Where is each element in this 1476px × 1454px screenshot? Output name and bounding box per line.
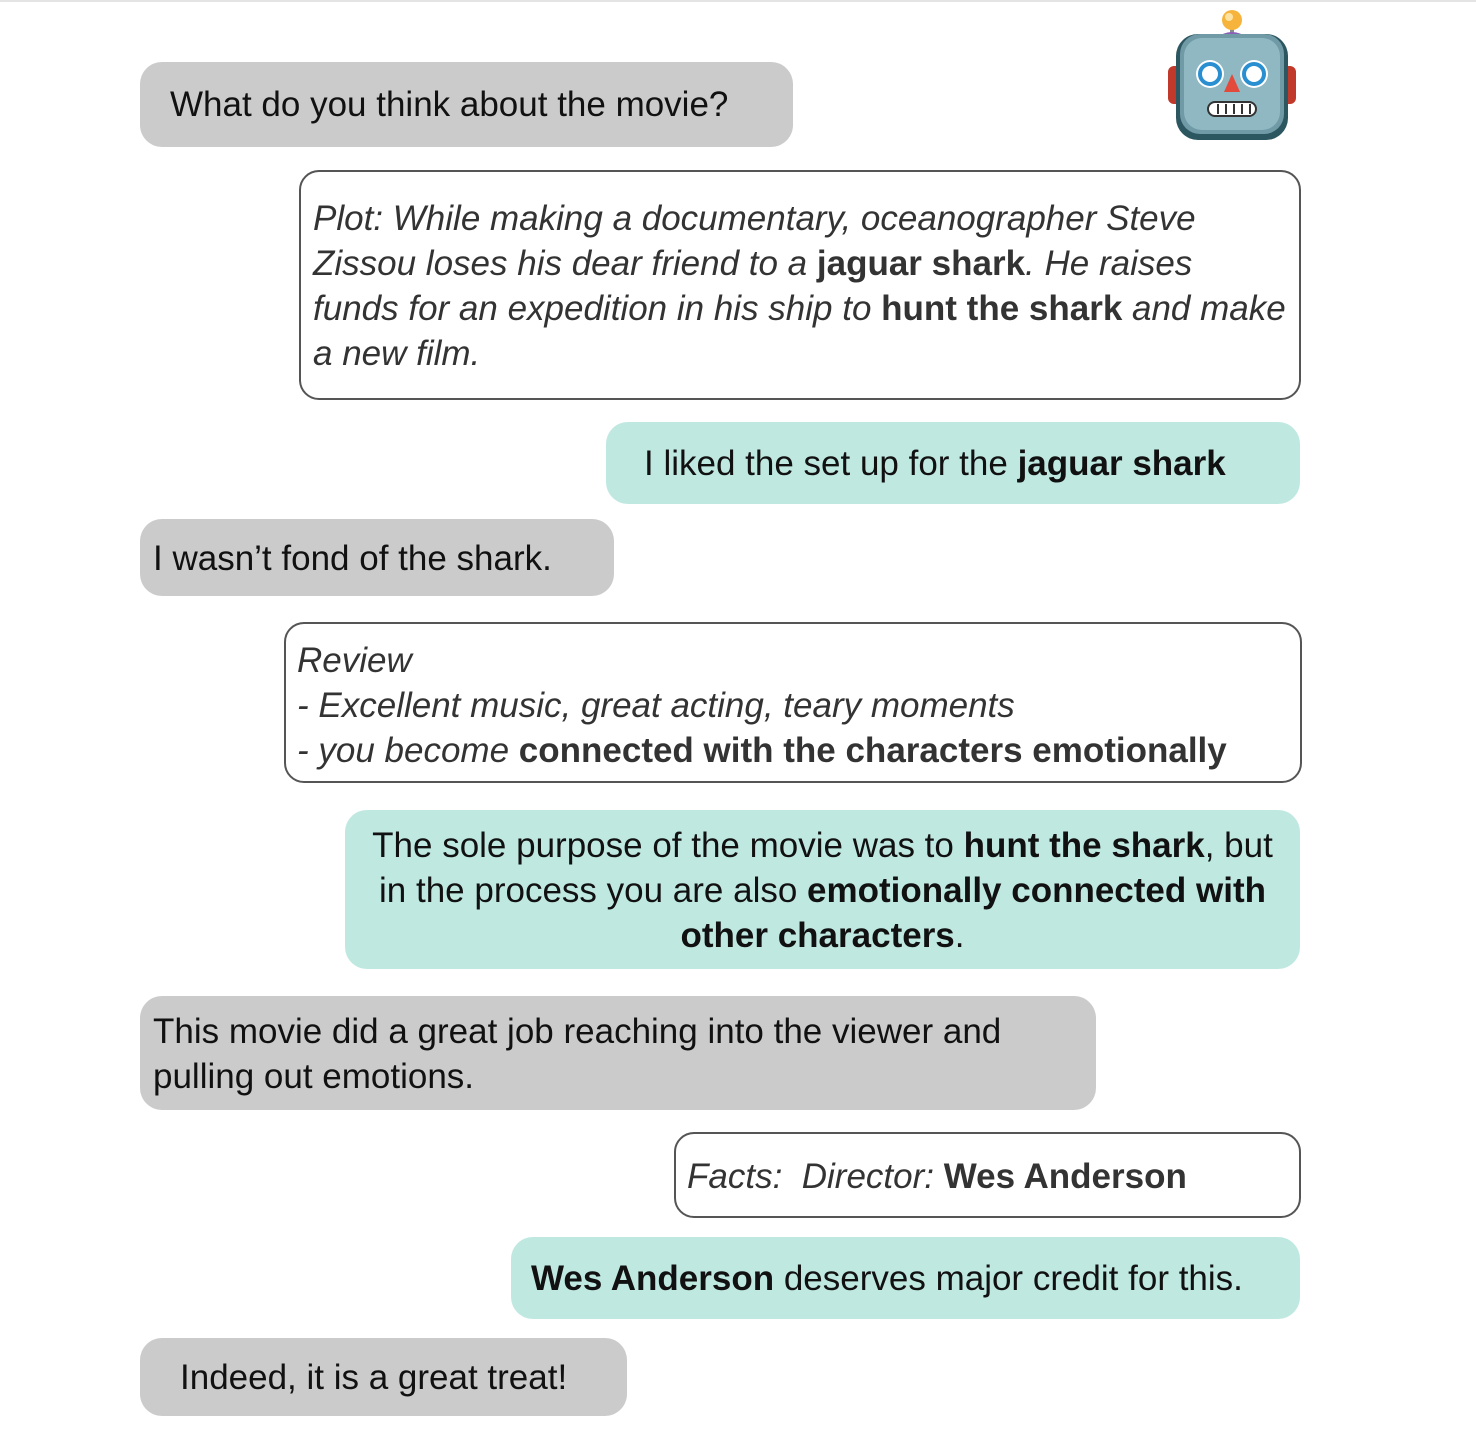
- highlight: Wes Anderson: [531, 1259, 775, 1298]
- knowledge-label: Plot:: [313, 199, 384, 238]
- message-text: , but in the process you are also: [379, 826, 1273, 910]
- review-knowledge-box: [284, 622, 1302, 783]
- knowledge-text: - you become: [297, 731, 519, 770]
- knowledge-text: and make a new film.: [313, 289, 1286, 373]
- message-text: Indeed, it is a great treat!: [180, 1358, 568, 1397]
- highlight: hunt the shark: [963, 826, 1205, 865]
- highlight: emotionally connected with other characters: [680, 871, 1266, 955]
- highlight: Wes Anderson: [943, 1157, 1187, 1196]
- message-text: I liked the set up for the: [644, 444, 1018, 483]
- facts-knowledge-box: [674, 1132, 1301, 1218]
- user-message: [140, 1338, 627, 1416]
- highlight: connected with the characters emotionally: [518, 731, 1227, 770]
- message-text: I wasn’t fond of the shark.: [153, 539, 552, 578]
- highlight: jaguar shark: [1017, 444, 1226, 483]
- plot-knowledge-box: [299, 170, 1301, 400]
- knowledge-text: While making a documentary, oceanographer Steve Zissou loses his dear friend to a: [313, 199, 1196, 283]
- message-text: The sole purpose of the movie was to: [372, 826, 964, 865]
- highlight: hunt the shark: [881, 289, 1123, 328]
- bot-message: [345, 810, 1300, 969]
- knowledge-label: Review: [297, 641, 412, 680]
- bot-message: [511, 1237, 1300, 1319]
- user-message: [140, 996, 1096, 1110]
- message-text: This movie did a great job reaching into the viewer and pulling out emotions.: [153, 1012, 1002, 1096]
- message-text: What do you think about the movie?: [170, 85, 729, 124]
- knowledge-text: . He raises funds for an expedition in his ship to: [313, 244, 1193, 328]
- message-text: .: [954, 916, 965, 955]
- highlight: jaguar shark: [816, 244, 1026, 283]
- knowledge-label: Facts:: [687, 1157, 783, 1196]
- top-divider: [0, 0, 1476, 2]
- knowledge-text: - Excellent music, great acting, teary moments: [297, 686, 1015, 725]
- user-message: [140, 62, 793, 147]
- user-message: [140, 519, 614, 596]
- bot-message: [606, 422, 1300, 504]
- knowledge-sublabel: Director:: [801, 1157, 934, 1196]
- robot-icon: [1168, 8, 1296, 144]
- message-text: deserves major credit for this.: [774, 1259, 1243, 1298]
